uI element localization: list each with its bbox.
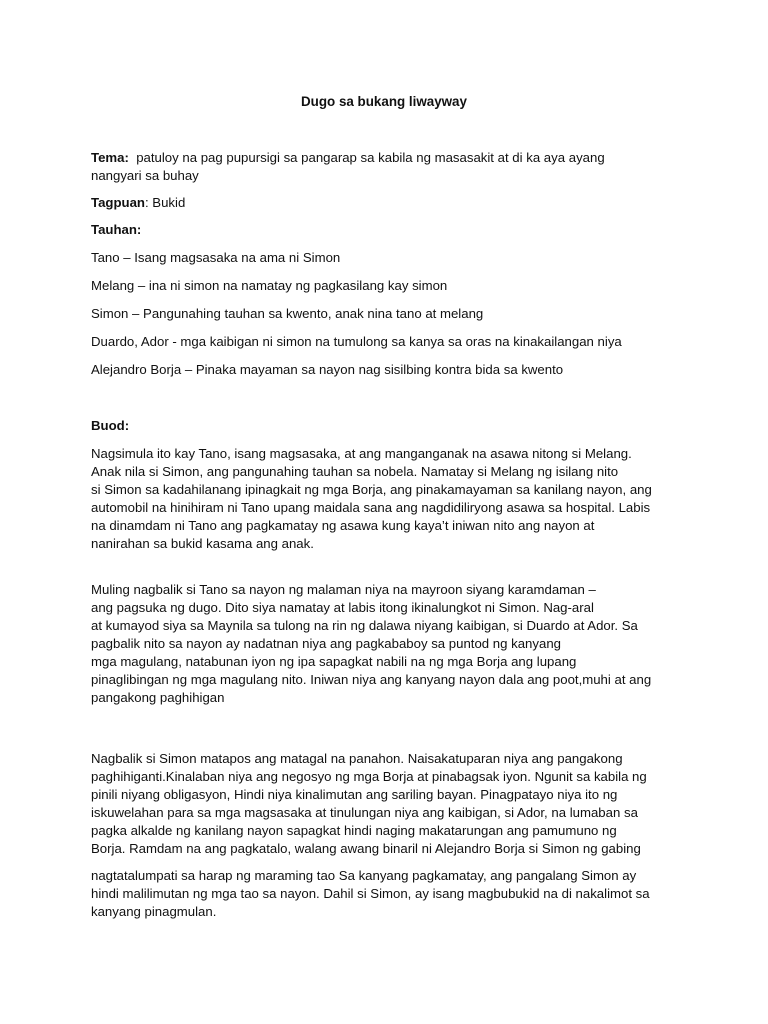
- tema-line: [91, 149, 691, 167]
- paragraph-line: mga magulang, natabunan iyon ng ipa sapagkat nabili na ng mga Borja ang lupang: [91, 654, 577, 669]
- buod-paragraph: [91, 867, 691, 921]
- paragraph-line: hindi malilimutan ng mga tao sa nayon. Dahil si Simon, ay isang magbubukid na di nakalimot sa: [91, 886, 650, 901]
- tema-text: nangyari sa buhay: [91, 168, 199, 183]
- buod-paragraph: [91, 581, 691, 707]
- paragraph-line: Nagbalik si Simon matapos ang matagal na panahon. Naisakatuparan niya ang pangakong: [91, 751, 623, 766]
- paragraph-line: ang pagsuka ng dugo. Dito siya namatay at labis itong ikinalungkot ni Simon. Nag-aral: [91, 600, 594, 615]
- paragraph-line: pagka alkalde ng kanilang nayon sapagkat hindi naging makatarungan ang pamumuno ng: [91, 823, 617, 838]
- tauhan-item: Duardo, Ador - mga kaibigan ni simon na tumulong sa kanya sa oras na kinakailangan niya: [91, 334, 622, 349]
- tagpuan-value: : Bukid: [144, 195, 186, 210]
- paragraph-line: pangakong paghihigan: [91, 690, 225, 705]
- paragraph-line: iskuwelahan para sa mga magsasaka at tinulungan niya ang kaibigan, si Ador, na lumaban sa: [91, 805, 638, 820]
- document-title: Dugo sa bukang liwayway: [301, 94, 467, 109]
- buod-label: Buod:: [91, 418, 130, 433]
- paragraph-line: nagtatalumpati sa harap ng maraming tao Sa kanyang pagkamatay, ang pangalang Simon ay: [91, 868, 637, 883]
- paragraph-line: Borja. Ramdam na ang pagkatalo, walang awang binaril ni Alejandro Borja si Simon ng gabing: [91, 841, 641, 856]
- paragraph-line: pagbalik nito sa nayon ay nadatnan niya ang pagkababoy sa puntod ng kanyang: [91, 636, 561, 651]
- paragraph-line: si Simon sa kadahilanang ipinagkait ng mga Borja, ang pinakamayaman sa kanilang nayon, ang: [91, 482, 652, 497]
- paragraph-line: kanyang pinagmulan.: [91, 904, 217, 919]
- paragraph-line: na dinamdam ni Tano ang pagkamatay ng asawa kung kaya’t iniwan nito ang nayon at: [91, 518, 595, 533]
- tema-text: patuloy na pag pupursigi sa pangarap sa kabila ng masasakit at di ka aya ayang: [136, 150, 605, 165]
- paragraph-line: Muling nagbalik si Tano sa nayon ng malaman niya na mayroon siyang karamdaman –: [91, 582, 596, 597]
- paragraph-line: at kumayod siya sa Maynila sa tulong na rin ng dalawa niyang kaibigan, si Duardo at Ador. Sa: [91, 618, 638, 633]
- tauhan-item: Melang – ina ni simon na namatay ng pagkasilang kay simon: [91, 278, 448, 293]
- paragraph-line: paghihiganti.Kinalaban niya ang negosyo ng mga Borja at pinabagsak iyon. Ngunit sa kabila ng: [91, 769, 647, 784]
- paragraph-line: Nagsimula ito kay Tano, isang magsasaka, at ang manganganak na asawa nitong si Melang.: [91, 446, 632, 461]
- buod-paragraph: [91, 750, 691, 858]
- buod-paragraph: [91, 445, 691, 553]
- tagpuan-label: Tagpuan: [91, 195, 145, 210]
- tauhan-label: Tauhan:: [91, 222, 142, 237]
- tauhan-item: Tano – Isang magsasaka na ama ni Simon: [91, 250, 341, 265]
- paragraph-line: Anak nila si Simon, ang pangunahing tauhan sa nobela. Namatay si Melang ng isilang nito: [91, 464, 619, 479]
- tauhan-item: Alejandro Borja – Pinaka mayaman sa nayon nag sisilbing kontra bida sa kwento: [91, 362, 564, 377]
- tagpuan-section: [91, 195, 185, 210]
- tauhan-item: Simon – Pangunahing tauhan sa kwento, anak nina tano at melang: [91, 306, 484, 321]
- tema-label: Tema:: [91, 150, 129, 165]
- tema-section: [91, 149, 691, 185]
- paragraph-line: automobil na hinihiram ni Tano upang maidala sana ang nagdidiliryong asawa sa hospital. Labis: [91, 500, 651, 515]
- paragraph-line: pinaglibingan ng mga magulang nito. Iniwan niya ang kanyang nayon dala ang poot,muhi at ang: [91, 672, 652, 687]
- paragraph-line: nanirahan sa bukid kasama ang anak.: [91, 536, 314, 551]
- paragraph-line: pinili niyang obligasyon, Hindi niya kinalimutan ang sariling bayan. Pinagpatayo niya ito ng: [91, 787, 618, 802]
